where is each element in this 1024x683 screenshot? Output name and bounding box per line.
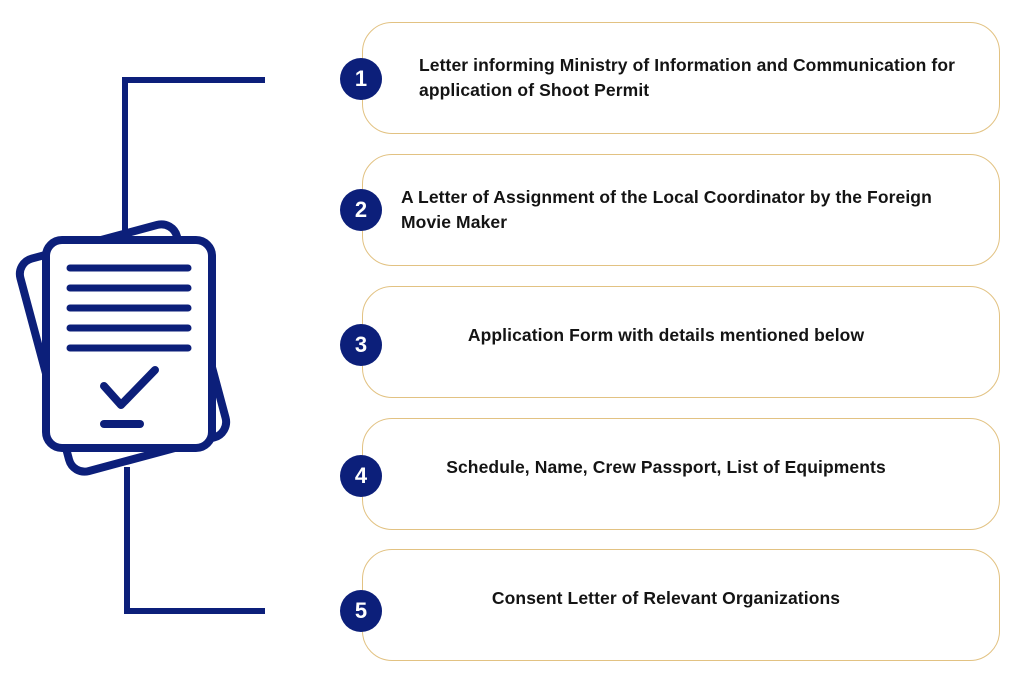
step-1-number-badge: 1 (340, 58, 382, 100)
step-3-number-badge: 3 (340, 324, 382, 366)
step-5-text: Consent Letter of Relevant Organizations (491, 587, 841, 608)
document-check-icon (16, 221, 229, 475)
step-card-3 (362, 286, 1000, 398)
step-4-text: Schedule, Name, Crew Passport, List of Equipments (446, 456, 886, 477)
step-card-4 (362, 418, 1000, 530)
step-3-text: Application Form with details mentioned below (467, 324, 865, 345)
step-card-2 (362, 154, 1000, 266)
step-2-number-badge: 2 (340, 189, 382, 231)
step-5-number-badge: 5 (340, 590, 382, 632)
step-2-text: A Letter of Assignment of the Local Coordinator by the Foreign Movie Maker (401, 187, 932, 232)
step-4-number-badge: 4 (340, 455, 382, 497)
step-1-text: Letter informing Ministry of Information and Communication for application of Shoot Permit (419, 55, 956, 100)
step-card-1 (362, 22, 1000, 134)
step-card-5 (362, 549, 1000, 661)
